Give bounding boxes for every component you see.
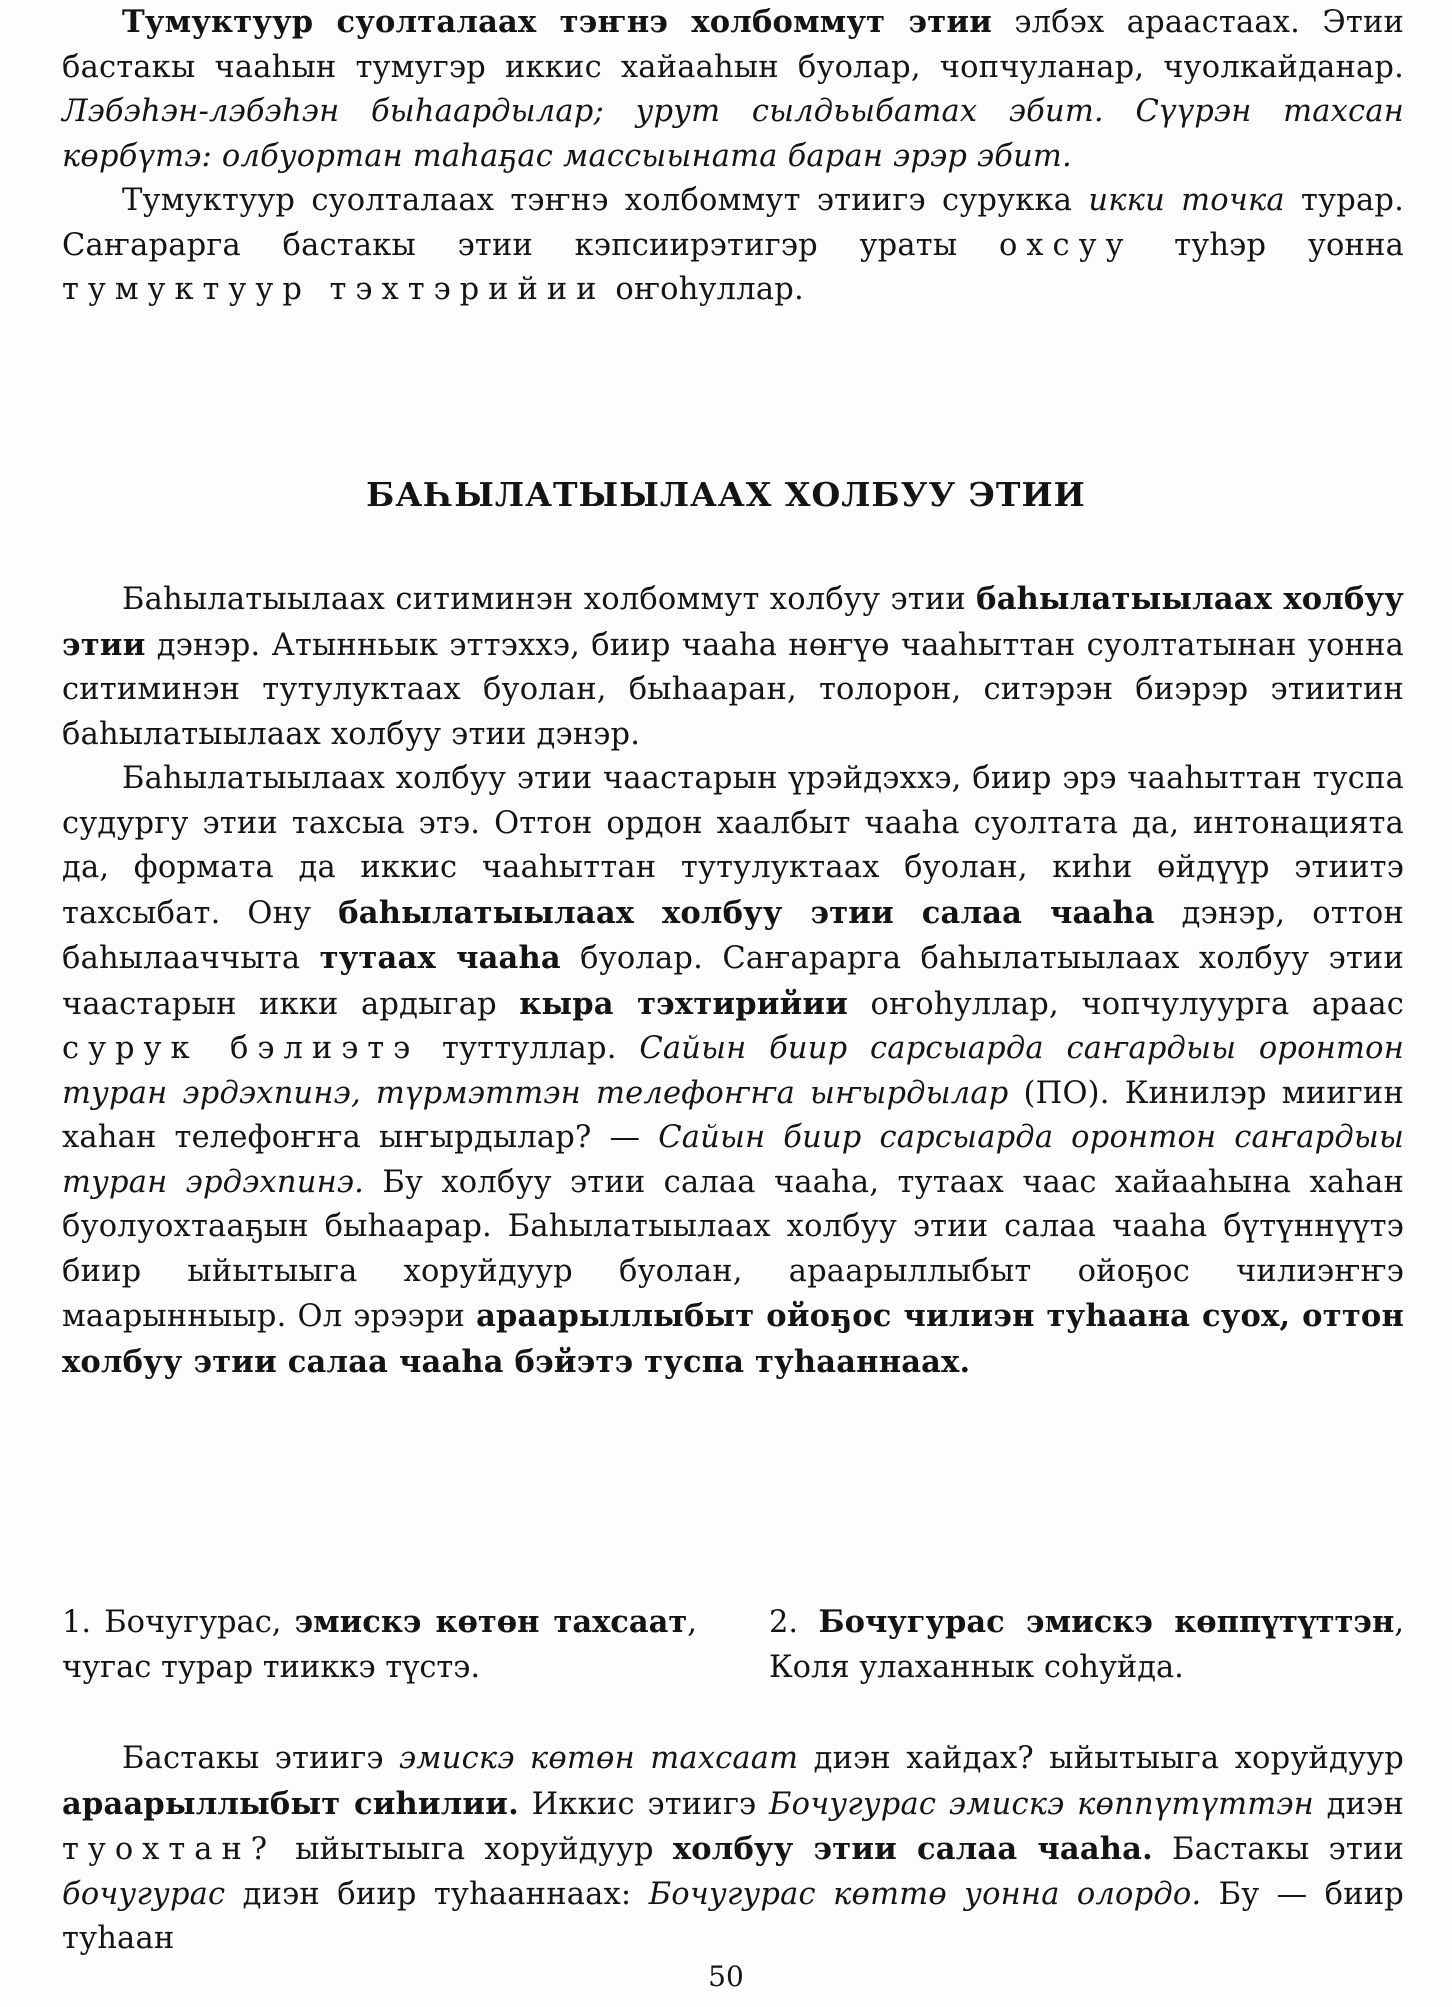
- text: дэнэр. Атынньык эттэххэ, биир чааһа нөҥүө чааһыттан суолтатынан уонна ситиминэн тутулуктаах буолан, быһааран, толорон, ситэрэн биэрэр этиитин баһылатыылаах холбуу этии дэнэр.: [62, 627, 1404, 752]
- bold-term: кыра тэхтирийии: [519, 985, 849, 1022]
- bold-term: араарыллыбыт ойоҕос чилиэн туһаана суох, оттон холбуу этии салаа чааһа бэйэтэ туспа туһааннаах.: [62, 1298, 1404, 1380]
- text: диэн хайдах? ыйытыыга хоруйдуур: [798, 1741, 1404, 1776]
- examples-row: [62, 1600, 1404, 1690]
- text: диэн: [1313, 1786, 1404, 1822]
- italic-term: Бочугурас эмискэ көппүтүттэн: [769, 1786, 1314, 1822]
- text: ыйытыыга хоруйдуур: [276, 1832, 673, 1867]
- text: диэн биир туһааннаах:: [225, 1876, 649, 1912]
- text: Бу — биир туһаан: [62, 1876, 1404, 1956]
- text: Иккис этиигэ: [518, 1786, 770, 1822]
- page-number: 50: [708, 1960, 744, 1993]
- text: Бастакы этиигэ: [122, 1741, 400, 1776]
- bottom-section: [62, 1737, 1404, 1962]
- italic-term: эмискэ көтөн тахсаат: [399, 1741, 799, 1776]
- text: туттуллар.: [419, 1031, 640, 1066]
- paragraph-analysis: [62, 1737, 1404, 1962]
- top-section: [62, 0, 1404, 313]
- italic-example: Сайын биир сарсыарда саҥардыы оронтон туран эрдэхпинэ, түрмэттэн телефоҥҥа ыҥырдылар: [62, 1031, 1404, 1111]
- text: оҥоһуллар, чопчулуурга араас: [848, 986, 1405, 1022]
- paragraph-definition: [62, 577, 1404, 757]
- italic-term: бочугурас: [62, 1876, 226, 1912]
- text: дэнэр, оттон баһылааччыта: [62, 895, 1405, 976]
- spaced-term: туохтан?: [62, 1832, 277, 1867]
- bold-term: араарыллыбыт сиһилии.: [62, 1785, 519, 1822]
- text: турар. Саҥарарга бастакы этии кэпсиирэтигэр ураты: [62, 183, 1404, 263]
- text: Бастакы этии: [1152, 1832, 1405, 1867]
- section-heading: БАҺЫЛАТЫЫЛААХ ХОЛБУУ ЭТИИ: [366, 475, 1086, 514]
- italic-example: Бочугурас көттө уонна олордо.: [648, 1876, 1202, 1912]
- text: туһэр уонна: [1132, 227, 1404, 263]
- text: Бу холбуу этии салаа чааһа, тутаах чаас хайааһына хаһан буолуохтааҕын быһаарар. Баһылатыылаах холбуу этии салаа чааһа бүтүннүүтэ биир ыйытыыга хоруйдуур буолан, араарыллыбыт ойоҕос чилиэҥҥэ маарынныыр. Ол эрээри: [62, 1164, 1405, 1334]
- text: (ПО). Кинилэр миигин хаһан телефоҥҥа ыҥырдылар? —: [62, 1075, 1404, 1155]
- italic-example: Лэбэһэн-лэбэһэн быһаардылар; урут сылдьыбатах эбит. Сүүрэн тахсан көрбүтэ: олбуортан таһаҕас массыыната баран эрэр эбит.: [62, 94, 1404, 174]
- spaced-term: охсуу: [998, 227, 1133, 263]
- text: , Коля улаханнык соһуйда.: [769, 1605, 1405, 1685]
- bold-term: холбуу этии салаа чааһа.: [672, 1831, 1153, 1867]
- main-section: [62, 577, 1404, 1385]
- text: Тумуктуур суолталаах тэҥнэ холбоммут этиигэ сурукка: [122, 183, 1089, 218]
- example-1: [62, 1600, 697, 1690]
- example-number: 2.: [769, 1605, 819, 1640]
- bold-term: эмискэ көтөн тахсаат: [294, 1604, 688, 1640]
- text: , чугас турар тииккэ түстэ.: [62, 1605, 697, 1685]
- bold-term: Бочугурас эмискэ көппүтүттэн: [818, 1604, 1395, 1640]
- paragraph-conclusion-compound: [62, 0, 1404, 179]
- bold-term: баһылатыылаах холбуу этии салаа чааһа: [338, 894, 1155, 931]
- paragraph-colon-rule: [62, 179, 1404, 313]
- bold-term: Тумуктуур суолталаах тэҥнэ холбоммут этии: [122, 4, 993, 40]
- text: буолар. Саҥарарга баһылатыылаах холбуу этии чаастарын икки ардыгар: [62, 941, 1404, 1022]
- spaced-term: тумуктуур тэхтэрийии: [62, 272, 606, 307]
- text: оҥоһуллар.: [605, 272, 804, 307]
- text: Бочугурас,: [104, 1605, 295, 1640]
- example-2: [769, 1600, 1404, 1690]
- text: элбэх араастаах. Этии бастакы чааһын тумугэр иккис хайааһын буолар, чопчуланар, чуолкайданар.: [62, 5, 1404, 85]
- italic-example: Сайын биир сарсыарда оронтон саҥардыы туран эрдэхпинэ.: [62, 1120, 1404, 1200]
- spaced-term: сурук бэлиэтэ: [62, 1031, 420, 1066]
- example-number: 1.: [62, 1605, 105, 1640]
- bold-term: тутаах чааһа: [319, 940, 561, 976]
- italic-term: икки точка: [1088, 183, 1285, 218]
- paragraph-explanation: [62, 757, 1404, 1385]
- bold-term: баһылатыылаах холбуу этии: [62, 581, 1404, 663]
- text: Баһылатыылаах ситиминэн холбоммут холбуу этии: [122, 582, 977, 617]
- text: Баһылатыылаах холбуу этии чаастарын үрэйдэххэ, биир эрэ чааһыттан туспа судургу этии тахсыа этэ. Оттон ордон хаалбыт чааһа суолтата да, интонацията да, формата да иккис чааһыттан тутулуктаах буолан, киһи өйдүүр этиитэ тахсыбат. Ону: [62, 761, 1404, 931]
